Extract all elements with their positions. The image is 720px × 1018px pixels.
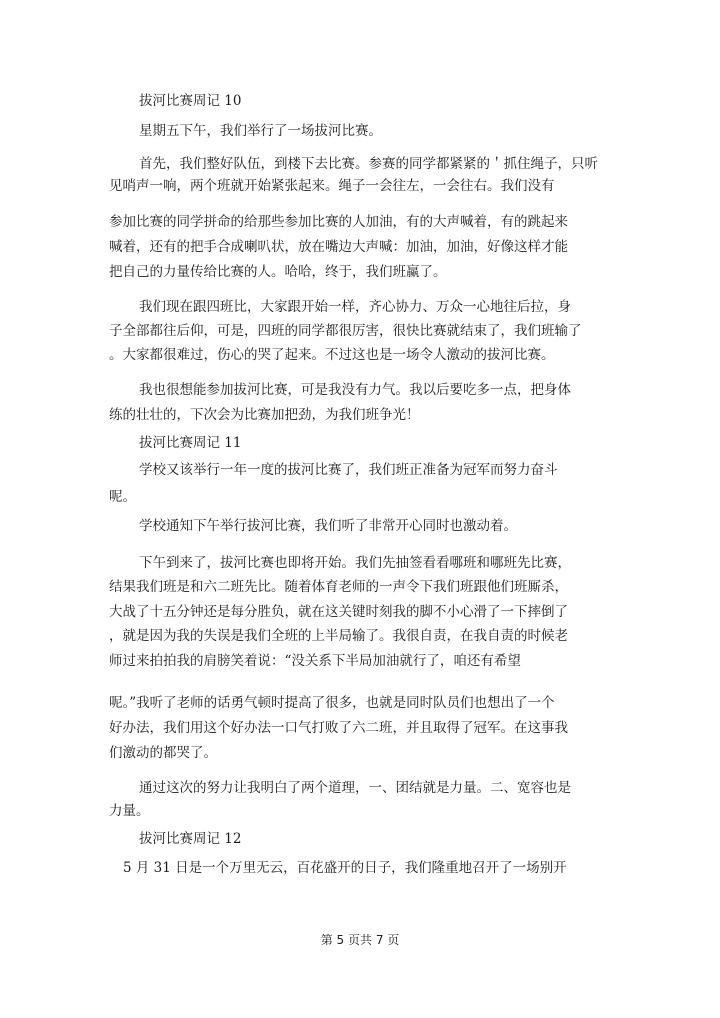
paragraph-line: 师过来拍拍我的肩膀笑着说：“没关系下半局加油就行了，咱还有希望: [109, 653, 521, 669]
paragraph-line: 我也很想能参加拔河比赛，可是我没有力气。我以后要吃多一点，把身体: [139, 382, 571, 398]
paragraph-line: 们激动的都哭了。: [109, 745, 217, 761]
paragraph-line: 5 月 31 日是一个万里无云，百花盛开的日子，我们隆重地召开了一场别开: [123, 860, 567, 876]
paragraph-line: 结果我们班是和六二班先比。随着体育老师的一声令下我们班跟他们班厮杀，: [109, 579, 568, 595]
paragraph-line: 通过这次的努力让我明白了两个道理，一、团结就是力量。二、宽容也是: [139, 780, 571, 796]
paragraph-line: ，就是因为我的失误是我们全班的上半局输了。我很自责，在我自责的时候老: [109, 628, 568, 644]
paragraph-line: 练的壮壮的，下次会为比赛加把劲，为我们班争光！: [109, 407, 420, 423]
paragraph-line: 学校通知下午举行拔河比赛，我们听了非常开心同时也激动着。: [139, 518, 517, 534]
paragraph-line: 呢。”我听了老师的话勇气顿时提高了很多，也就是同时队员们也想出了一个: [109, 695, 555, 711]
paragraph-line: 子全部都往后仰，可是，四班的同学都很厉害，很快比赛就结束了，我们班输了: [109, 323, 582, 339]
heading-week-11: 拔河比赛周记 11: [139, 435, 242, 451]
paragraph-line: 大战了十五分钟还是每分胜负，就在这关键时刻我的脚不小心滑了一下摔倒了: [109, 604, 568, 620]
paragraph-line: 力量。: [109, 803, 150, 819]
paragraph-line: 学校又该举行一年一度的拔河比赛了，我们班正准备为冠军而努力奋斗: [139, 462, 558, 478]
paragraph-line: 下午到来了，拔河比赛也即将开始。我们先抽签看看哪班和哪班先比赛，: [139, 555, 571, 571]
page-footer: 第 5 页共 7 页: [320, 933, 400, 947]
heading-week-12: 拔河比赛周记 12: [139, 831, 242, 847]
paragraph-line: 见哨声一响，两个班就开始紧张起来。绳子一会往左，一会往右。我们没有: [109, 178, 555, 194]
paragraph-line: 好办法，我们用这个好办法一口气打败了六二班，并且取得了冠军。在这事我: [109, 720, 568, 736]
heading-week-10: 拔河比赛周记 10: [139, 93, 242, 109]
paragraph-line: 参加比赛的同学拼命的给那些参加比赛的人加油，有的大声喊着，有的跳起来: [109, 214, 568, 230]
paragraph-line: 。大家都很难过，伤心的哭了起来。不过这也是一场令人激动的拔河比赛。: [109, 347, 555, 363]
paragraph-line: 喊着，还有的把手合成喇叭状，放在嘴边大声喊：加油，加油，好像这样才能: [109, 239, 568, 255]
paragraph-line: 呢。: [109, 489, 136, 505]
paragraph-line: 星期五下午，我们举行了一场拔河比赛。: [139, 123, 382, 139]
paragraph-line: 我们现在跟四班比，大家跟开始一样，齐心协力、万众一心地往后拉，身: [139, 299, 571, 315]
paragraph-line: 把自己的力量传给比赛的人。哈哈，终于，我们班赢了。: [109, 264, 447, 280]
paragraph-line: 首先，我们整好队伍，到楼下去比赛。参赛的同学都紧紧的＇抓住绳子，只听: [139, 156, 598, 172]
